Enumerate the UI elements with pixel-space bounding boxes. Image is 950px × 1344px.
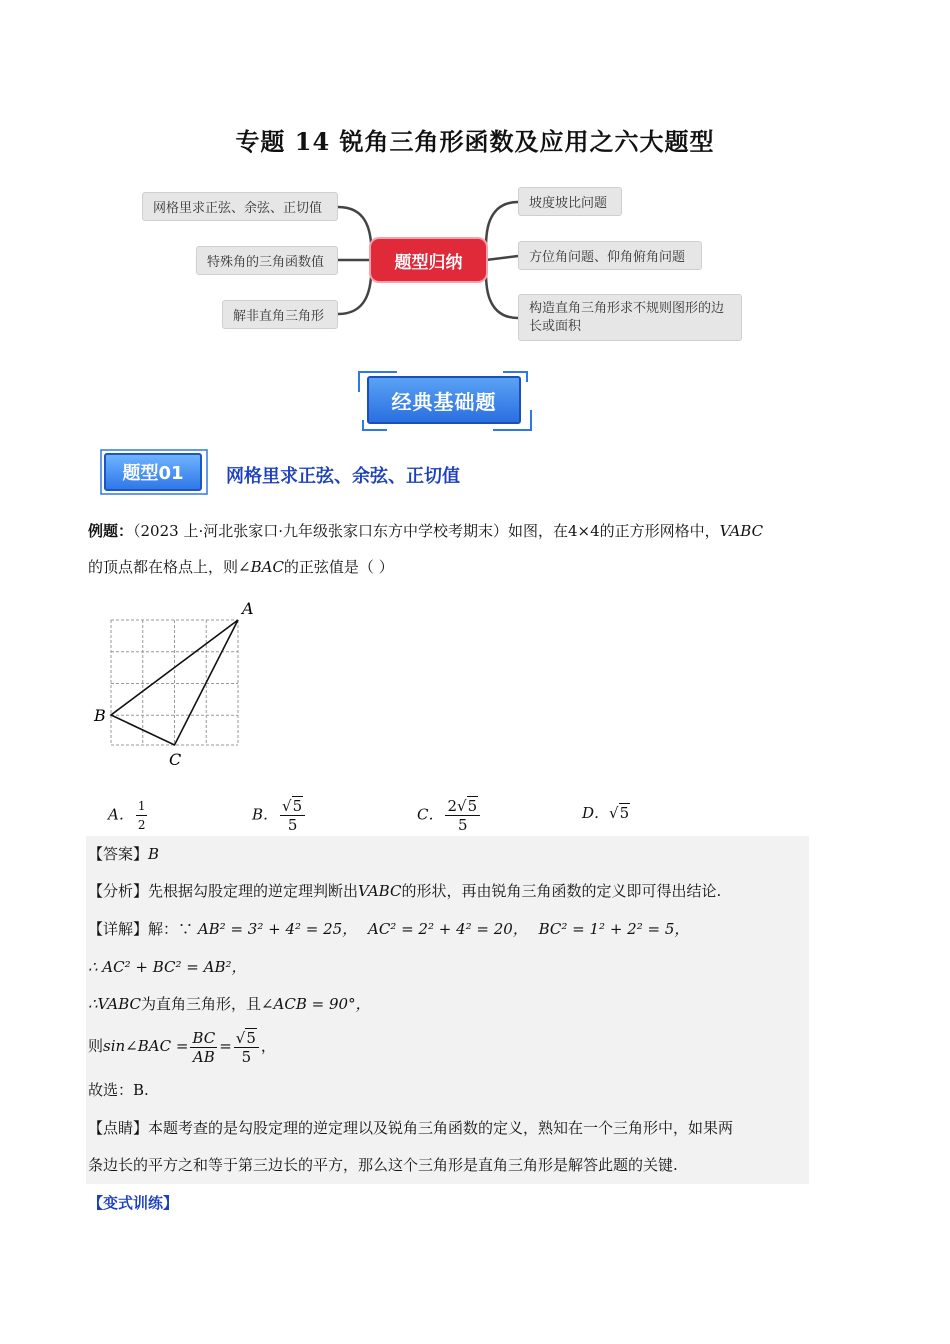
detail-line-2 xyxy=(88,956,247,978)
mindmap-node-left-1: 网格里求正弦、余弦、正切值 xyxy=(142,192,338,221)
option-a-label: A． xyxy=(108,805,134,824)
page-title: 专题 14 锐角三角形函数及应用之六大题型 xyxy=(235,127,715,156)
sqrt-icon: √5 xyxy=(457,797,478,815)
variant-training-heading: 【变式训练】 xyxy=(88,1194,179,1212)
mindmap-node-right-1: 坡度坡比问题 xyxy=(518,187,622,216)
mindmap-center: 题型归纳 xyxy=(371,239,486,281)
example-line-2 xyxy=(88,556,394,578)
option-b-rad: 5 xyxy=(292,797,303,815)
option-c-coef: 2 xyxy=(447,797,458,815)
mindmap-node-right-3: 构造直角三角形求不规则图形的边长或面积 xyxy=(518,294,742,341)
section-badge-label: 题型01 xyxy=(104,453,202,491)
detail-line-5 xyxy=(88,1079,149,1101)
detail-angle: ∠ACB = 90°， xyxy=(260,995,371,1013)
detail-den-2: 5 xyxy=(241,1047,252,1066)
detail-eq-4: ∴ AC² + BC² = AB²， xyxy=(88,958,247,976)
option-c-fraction xyxy=(445,797,480,834)
analysis-text-1: 先根据勾股定理的逆定理判断出 xyxy=(148,882,359,900)
vertex-c-label: C xyxy=(169,750,182,769)
detail-fraction-1 xyxy=(190,1029,217,1066)
answer-label: 【答案】 xyxy=(88,845,149,863)
analysis-triangle: VABC xyxy=(358,882,402,900)
answer-value: B xyxy=(148,845,160,863)
analysis-line xyxy=(88,880,721,902)
option-b[interactable] xyxy=(252,797,307,834)
option-b-fraction xyxy=(280,797,305,834)
option-c-den: 5 xyxy=(458,816,468,834)
option-a-den: 2 xyxy=(137,818,146,832)
option-d-label: D． xyxy=(582,804,610,822)
example-angle: ∠BAC xyxy=(238,558,284,576)
detail-rad: 5 xyxy=(246,1028,256,1047)
example-label: 例题： xyxy=(88,522,134,540)
example-triangle: VABC xyxy=(719,522,764,540)
vertex-a-label: A xyxy=(242,599,254,618)
mindmap-connectors xyxy=(0,0,950,360)
analysis-label: 【分析】 xyxy=(88,882,149,900)
option-b-den: 5 xyxy=(287,816,298,834)
option-b-label: B． xyxy=(252,805,279,824)
detail-eq-3: BC² = 1² + 2² = 5， xyxy=(538,920,690,938)
detail-ze: 则 xyxy=(88,1037,104,1055)
detail-prefix: 解：∵ xyxy=(148,920,194,938)
detail-fraction-2 xyxy=(234,1029,259,1066)
comment-text-1: 本题考查的是勾股定理的逆定理以及锐角三角函数的定义，熟知在一个三角形中，如果两 xyxy=(148,1119,734,1137)
detail-text: 为直角三角形，且 xyxy=(140,995,261,1013)
detail-triangle: ∴VABC xyxy=(88,995,141,1013)
detail-line-4 xyxy=(88,1026,276,1066)
option-c-rad: 5 xyxy=(467,797,478,815)
example-line-1 xyxy=(88,520,763,542)
mindmap-node-left-3: 解非直角三角形 xyxy=(222,300,338,329)
detail-equals: = xyxy=(219,1037,232,1055)
option-d-rad: 5 xyxy=(619,804,630,822)
option-a-num: 1 xyxy=(136,797,148,816)
analysis-text-2: 的形状，再由锐角三角函数的定义即可得出结论. xyxy=(401,882,722,900)
detail-conclusion: 故选：B. xyxy=(88,1081,149,1099)
detail-end: ， xyxy=(260,1037,276,1055)
example-source: （2023 上·河北张家口·九年级张家口东方中学校考期末）如图，在4×4的正方形网格中， xyxy=(133,522,720,540)
grid-figure xyxy=(90,595,270,775)
example-text-a: 的顶点都在格点上，则 xyxy=(88,558,239,576)
detail-den: AB xyxy=(192,1047,215,1066)
sqrt-icon: √5 xyxy=(282,797,303,815)
section-banner xyxy=(357,370,533,432)
sqrt-icon: √5 xyxy=(609,804,630,822)
option-a-fraction xyxy=(136,797,148,834)
detail-sin: sin∠BAC = xyxy=(103,1037,189,1055)
comment-line-1 xyxy=(88,1117,733,1139)
detail-line-3 xyxy=(88,993,371,1015)
option-c-label: C． xyxy=(417,805,444,824)
detail-num: BC xyxy=(192,1028,216,1047)
example-text-b: 的正弦值是（ ） xyxy=(283,558,394,576)
mindmap-node-left-2: 特殊角的三角函数值 xyxy=(196,246,338,275)
section-badge xyxy=(100,449,208,495)
answer-line xyxy=(88,843,159,865)
comment-label: 【点睛】 xyxy=(88,1119,149,1137)
comment-line-2 xyxy=(88,1154,678,1176)
detail-eq-2: AC² = 2² + 4² = 20， xyxy=(367,920,528,938)
detail-label: 【详解】 xyxy=(88,920,149,938)
detail-line-1 xyxy=(88,918,689,940)
vertex-b-label: B xyxy=(94,706,106,725)
banner-title: 经典基础题 xyxy=(367,376,521,424)
option-a[interactable] xyxy=(108,797,149,834)
option-d[interactable] xyxy=(582,802,630,823)
comment-text-2: 条边长的平方之和等于第三边长的平方，那么这个三角形是直角三角形是解答此题的关键. xyxy=(88,1156,678,1174)
option-c[interactable] xyxy=(417,797,482,834)
sqrt-icon: √5 xyxy=(235,1028,256,1047)
detail-eq-1: AB² = 3² + 4² = 25， xyxy=(197,920,358,938)
mindmap-node-right-2: 方位角问题、仰角俯角问题 xyxy=(518,241,702,270)
section-title: 网格里求正弦、余弦、正切值 xyxy=(226,466,460,487)
